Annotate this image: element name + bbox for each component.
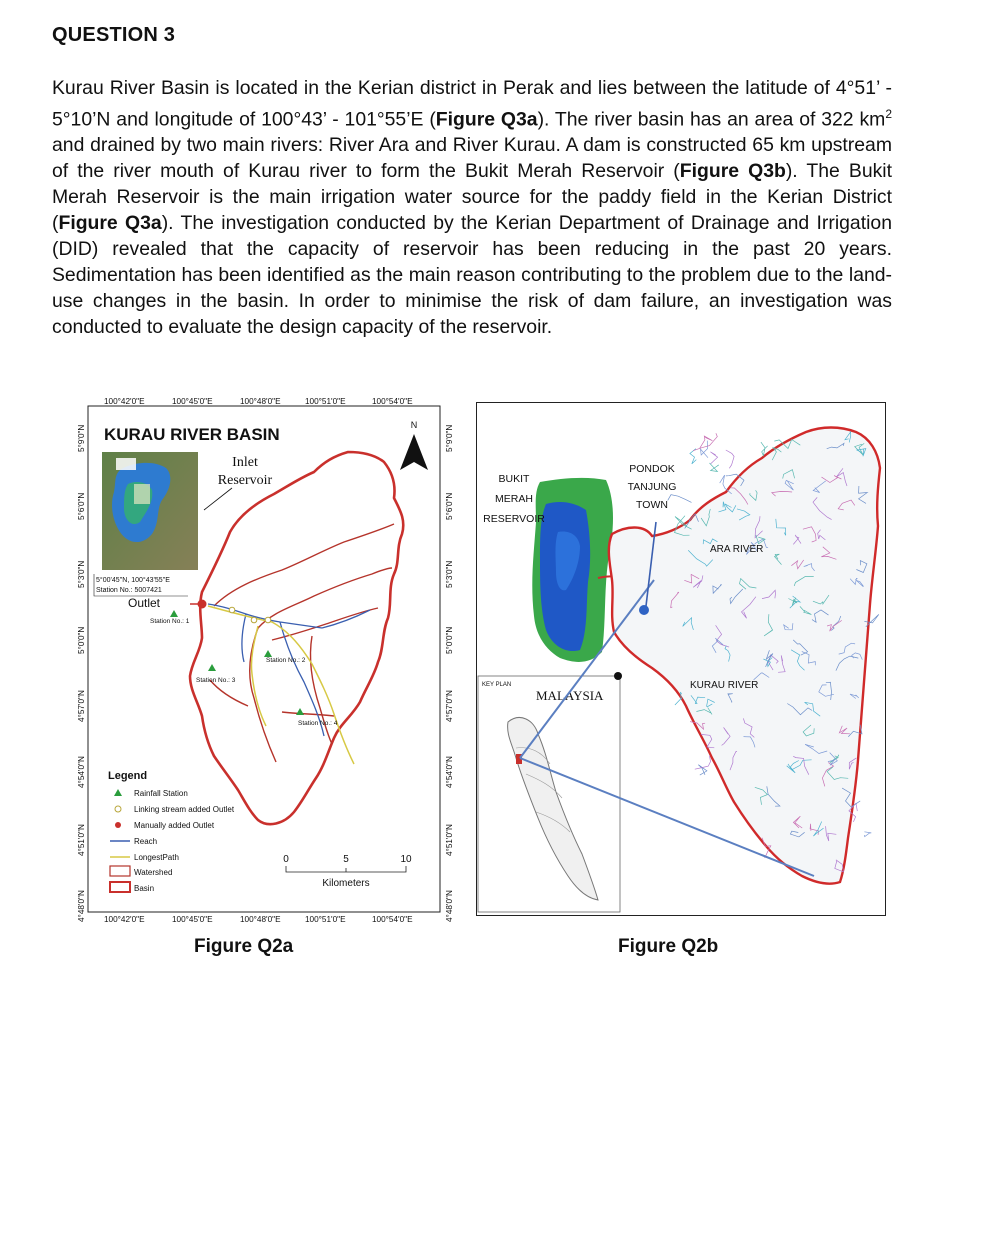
linking-outlet — [229, 607, 235, 613]
lat-label: 5°6'0"N — [445, 492, 454, 520]
figure-ref: Figure Q3a — [58, 212, 162, 234]
scale-tick: 0 — [283, 854, 289, 865]
lat-label: 5°0'0"N — [77, 626, 86, 654]
legend-item: Manually added Outlet — [134, 821, 215, 830]
north-label: N — [410, 420, 418, 430]
lat-label: 4°57'0"N — [445, 690, 454, 722]
map-title: KURAU RIVER BASIN — [104, 425, 280, 444]
lat-label: 4°48'0"N — [77, 890, 86, 922]
figure-q2a-map — [62, 392, 454, 924]
pondok-marker — [639, 605, 649, 615]
lat-label: 5°3'0"N — [77, 560, 86, 588]
legend-title: Legend — [108, 770, 148, 782]
legend-item: Linking stream added Outlet — [134, 805, 235, 814]
pondok-label: TOWN — [636, 499, 668, 511]
lon-label: 100°51'0"E — [305, 397, 346, 406]
inlet-label: Inlet — [232, 455, 258, 470]
lon-label: 100°45'0"E — [172, 915, 213, 924]
question-title: QUESTION 3 — [52, 24, 176, 46]
lat-label: 5°9'0"N — [77, 424, 86, 452]
inlet-label: Reservoir — [217, 473, 273, 488]
lon-label: 100°54'0"E — [372, 397, 413, 406]
superscript: 2 — [885, 106, 892, 121]
legend-item: Reach — [134, 837, 158, 846]
figure-q2b-map — [476, 402, 886, 916]
bukit-label: RESERVOIR — [483, 513, 545, 525]
figure-caption-a: Figure Q2a — [194, 936, 294, 957]
lat-label: 5°9'0"N — [445, 424, 454, 452]
scale-unit: Kilometers — [322, 878, 370, 889]
manual-outlet-icon — [115, 822, 121, 828]
malaysia-label: MALAYSIA — [536, 688, 604, 703]
lat-label: 4°48'0"N — [445, 890, 454, 922]
lon-label: 100°48'0"E — [240, 397, 281, 406]
bukit-label: BUKIT — [498, 473, 530, 485]
lon-label: 100°51'0"E — [305, 915, 346, 924]
linking-outlet — [265, 617, 271, 623]
compass-icon — [614, 672, 622, 680]
legend-item: Rainfall Station — [134, 789, 188, 798]
lon-label: 100°45'0"E — [172, 397, 213, 406]
legend-item: Watershed — [134, 868, 173, 877]
lon-label: 100°42'0"E — [104, 397, 145, 406]
reservoir-inset — [102, 452, 198, 570]
station-label: Station No.: 1 — [150, 618, 190, 625]
ara-river-label: ARA RIVER — [710, 544, 764, 555]
bukit-label: MERAH — [495, 493, 533, 505]
station-label: Station No.: 3 — [196, 677, 236, 684]
lat-label: 4°54'0"N — [445, 756, 454, 788]
lat-label: 4°51'0"N — [445, 824, 454, 856]
keyplan-label: KEY PLAN — [482, 682, 512, 688]
figure-caption-b: Figure Q2b — [618, 936, 719, 957]
lat-label: 4°57'0"N — [77, 690, 86, 722]
lon-label: 100°42'0"E — [104, 915, 145, 924]
figure-ref: Figure Q3a — [435, 108, 538, 131]
figure-ref: Figure Q3b — [679, 160, 786, 183]
lat-label: 4°51'0"N — [77, 824, 86, 856]
lat-label: 5°3'0"N — [445, 560, 454, 588]
lon-label: 100°54'0"E — [372, 915, 413, 924]
lat-label: 5°0'0"N — [445, 626, 454, 654]
linking-outlet-icon — [115, 806, 121, 812]
pondok-label: TANJUNG — [627, 481, 677, 493]
outlet-station-label: Station No.: 5007421 — [96, 587, 162, 594]
station-label: Station No.: 4 — [298, 720, 338, 727]
lon-label: 100°48'0"E — [240, 915, 281, 924]
lat-label: 5°6'0"N — [77, 492, 86, 520]
outlet-label: Outlet — [128, 596, 161, 610]
question-paragraph: Kurau River Basin is located in the Kerian district in Perak and lies between the latitude of 4°51’ - 5°10’N and longitude of 100°43’ - 101°55’E (Figure Q3a). The river basin has an area of 322 $km^2$ and drained by two main rivers: River Ara and River Kurau. A dam is constructed 65 km upstream of the river mouth of Kurau river to form the Bukit Merah Reservoir (Figure Q3b). The Bukit Merah Reservoir is the main irrigation water source for the paddy field in the Kerian District (Figure Q3a). The investigation conducted by the Kerian Department of Drainage and Irrigation (DID) revealed that the capacity of reservoir has been reducing in the past 20 years. Sedimentation has been identified as the main reason contributing to the problem due to the land-use changes in the basin. In order to minimise the risk of dam failure, an investigation was conducted to evaluate the design capacity of the reservoir. — [52, 77, 893, 338]
scale-tick: 10 — [400, 854, 412, 865]
lat-label: 4°54'0"N — [77, 756, 86, 788]
linking-outlet — [251, 617, 257, 623]
legend-item: Basin — [134, 884, 155, 893]
legend-item: LongestPath — [134, 853, 179, 862]
kurau-river-label: KURAU RIVER — [690, 680, 759, 691]
outlet-coord-label: 5°00'45''N, 100°43'55''E — [96, 577, 170, 584]
key-plan-inset — [478, 672, 622, 912]
pondok-label: PONDOK — [629, 463, 675, 475]
scale-tick: 5 — [343, 854, 349, 865]
station-label: Station No.: 2 — [266, 657, 306, 664]
